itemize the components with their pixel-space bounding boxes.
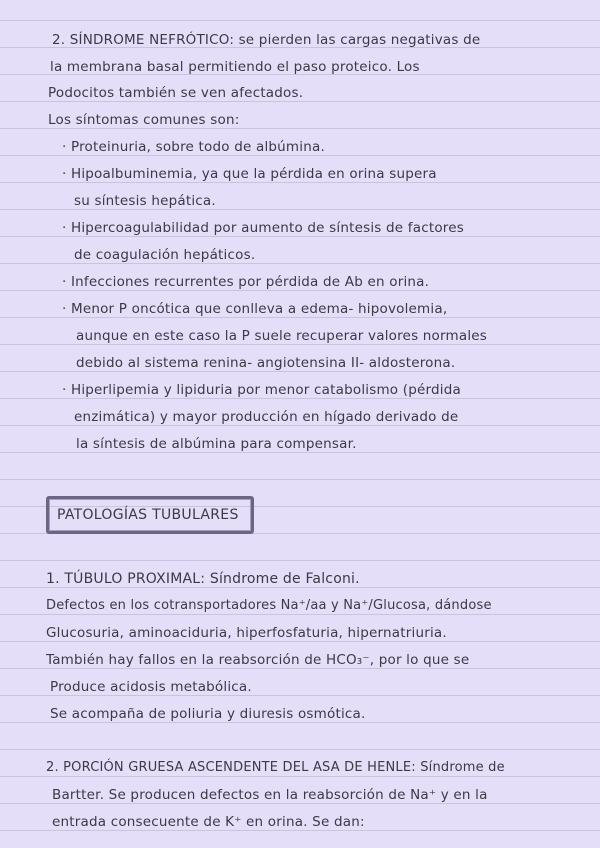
text-line: Produce acidosis metabólica. [50, 679, 252, 695]
text-line: Defectos en los cotransportadores Na⁺/aa y Na⁺/Glucosa, dándose [46, 598, 492, 613]
list-item-continuation: debido al sistema renina- angiotensina II- aldosterona. [76, 355, 456, 371]
section-title-box [46, 496, 254, 534]
text-line: Glucosuria, aminoaciduria, hiperfosfaturia, hipernatriuria. [46, 625, 447, 641]
list-item-continuation: aunque en este caso la P suele recuperar valores normales [76, 328, 488, 344]
text-line: entrada consecuente de K⁺ en orina. Se dan: [52, 814, 365, 830]
subsection-heading: 2. PORCIÓN GRUESA ASCENDENTE DEL ASA DE HENLE: Síndrome de [46, 760, 505, 775]
text-line: la membrana basal permitiendo el paso proteico. Los [50, 59, 420, 75]
list-item: · Infecciones recurrentes por pérdida de Ab en orina. [62, 274, 430, 290]
list-item-continuation: su síntesis hepática. [74, 193, 216, 209]
text-line: Bartter. Se producen defectos en la reabsorción de Na⁺ y en la [52, 787, 488, 803]
list-item-continuation: la síntesis de albúmina para compensar. [76, 436, 357, 452]
text-line: Se acompaña de poliuria y diuresis osmótica. [50, 706, 366, 722]
list-item: · Hipoalbuminemia, ya que la pérdida en orina supera [62, 166, 437, 182]
section-title: PATOLOGÍAS TUBULARES [57, 507, 239, 523]
text-line: También hay fallos en la reabsorción de HCO₃⁻, por lo que se [46, 652, 470, 668]
text-line: 2. SÍNDROME NEFRÓTICO: se pierden las cargas negativas de [52, 32, 481, 48]
list-item-continuation: de coagulación hepáticos. [74, 247, 256, 263]
list-item-continuation: enzimática) y mayor producción en hígado derivado de [74, 409, 459, 425]
list-item: · Menor P oncótica que conlleva a edema- hipovolemia, [62, 301, 448, 317]
subsection-heading: 1. TÚBULO PROXIMAL: Síndrome de Falconi. [46, 571, 360, 587]
text-line: Los síntomas comunes son: [48, 112, 240, 128]
list-item: · Hiperlipemia y lipiduria por menor catabolismo (pérdida [62, 382, 461, 398]
list-item: · Proteinuria, sobre todo de albúmina. [62, 139, 325, 155]
text-line: Podocitos también se ven afectados. [48, 85, 304, 101]
list-item: · Hipercoagulabilidad por aumento de síntesis de factores [62, 220, 464, 236]
